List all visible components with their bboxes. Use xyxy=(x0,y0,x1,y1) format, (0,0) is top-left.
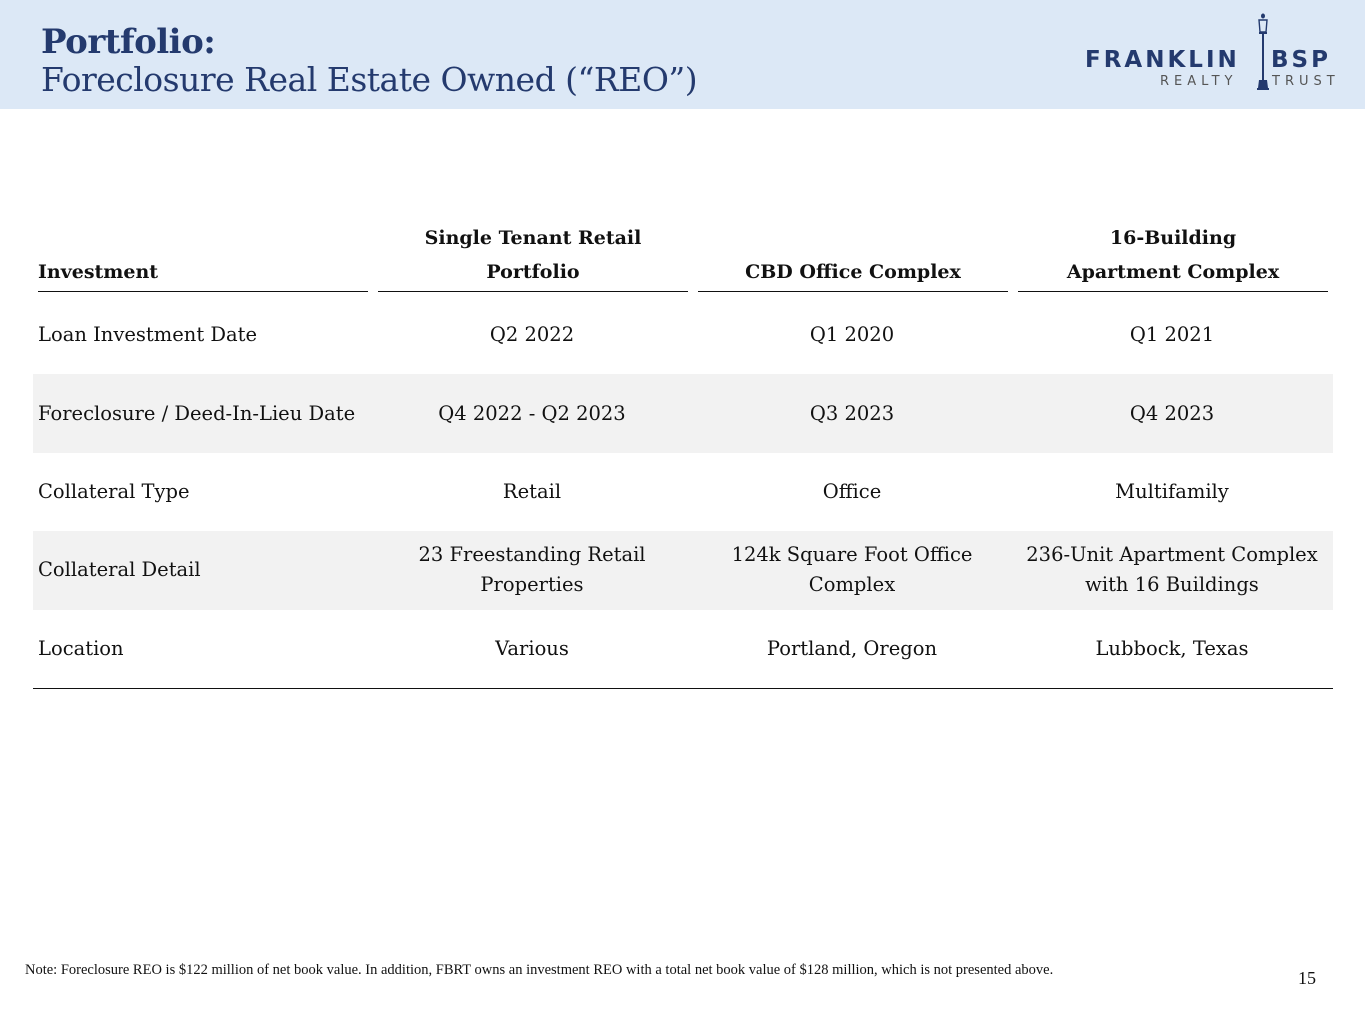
table-cell: Office xyxy=(822,479,882,503)
table-cell: 23 Freestanding Retail Properties xyxy=(418,543,646,597)
table-cell: Q3 2023 xyxy=(809,401,895,425)
table-row xyxy=(33,531,1333,609)
table-cell: Multifamily xyxy=(1115,479,1229,503)
table-row xyxy=(33,374,1333,452)
logo-sub-left: REALTY xyxy=(1160,74,1238,89)
table-cell: Lubbock, Texas xyxy=(1095,636,1249,660)
table-header xyxy=(33,222,1333,292)
table-cell: Retail xyxy=(502,479,562,503)
footnote: Note: Foreclosure REO is $122 million of net book value. In addition, FBRT owns an investment REO with a total net book value of $128 million, which is not presented above. xyxy=(25,962,1054,978)
table-cell: Various xyxy=(495,636,569,660)
company-logo xyxy=(1085,12,1350,92)
row-label: Collateral Detail xyxy=(38,558,201,582)
column-header-apartment-complex: 16-Building Apartment Complex xyxy=(1018,222,1328,292)
logo-name-right: BSP xyxy=(1271,47,1331,73)
table-cell: Q4 2022 - Q2 2023 xyxy=(438,401,626,425)
row-label: Collateral Type xyxy=(38,479,190,503)
column-header-retail-portfolio: Single Tenant Retail Portfolio xyxy=(378,222,688,292)
column-header-office-complex: CBD Office Complex xyxy=(698,222,1008,292)
reo-table xyxy=(33,222,1333,689)
table-cell: Portland, Oregon xyxy=(766,636,938,660)
table-cell: Q4 2023 xyxy=(1129,401,1215,425)
page-subtitle: Foreclosure Real Estate Owned (“REO”) xyxy=(41,60,698,99)
table-cell: 236-Unit Apartment Complex with 16 Buildings xyxy=(1026,543,1318,597)
table-body xyxy=(33,296,1333,689)
lamp-post-icon xyxy=(1253,12,1273,92)
logo-name-left: FRANKLIN xyxy=(1085,47,1240,73)
table-cell: Q2 2022 xyxy=(489,323,575,347)
row-label: Foreclosure / Deed-In-Lieu Date xyxy=(38,401,356,425)
logo-sub-right: TRUST xyxy=(1272,74,1340,89)
table-row xyxy=(33,296,1333,374)
row-label: Loan Investment Date xyxy=(38,323,257,347)
column-header-investment: Investment xyxy=(38,222,368,292)
page-number: 15 xyxy=(1298,968,1316,988)
row-label: Location xyxy=(38,636,124,660)
table-row xyxy=(33,453,1333,531)
table-row xyxy=(33,610,1333,688)
table-cell: 124k Square Foot Office Complex xyxy=(731,543,973,597)
header-band xyxy=(0,0,1365,109)
table-cell: Q1 2021 xyxy=(1129,323,1215,347)
table-cell: Q1 2020 xyxy=(809,323,895,347)
page-title: Portfolio: xyxy=(41,22,216,62)
